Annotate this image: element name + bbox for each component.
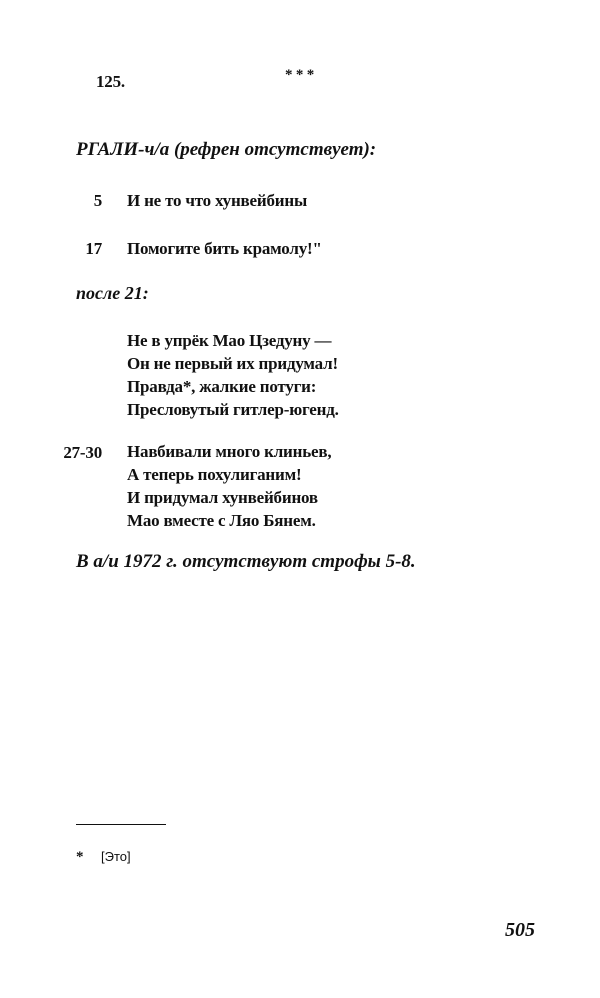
verse-line: Он не первый их придумал! xyxy=(127,354,338,373)
footnote-text: [Это] xyxy=(101,849,131,864)
verse-line: Навбивали много клиньев, xyxy=(127,442,332,461)
poem-number: 125. xyxy=(96,72,125,91)
verse-line: Не в упрёк Мао Цзедуну — xyxy=(127,331,332,350)
section-heading: РГАЛИ-ч/а (рефрен отсутствует): xyxy=(76,139,377,160)
line-number: 17 xyxy=(85,239,102,258)
page-number: 505 xyxy=(505,919,535,941)
line-number: 27-30 xyxy=(63,443,102,462)
after-heading: после 21: xyxy=(76,283,149,303)
verse-line: Правда*, жалкие потуги: xyxy=(127,377,317,396)
verse-line: И придумал хунвейбинов xyxy=(127,488,318,507)
poem-title-asterisks: * * * xyxy=(285,67,315,83)
footnote-divider xyxy=(76,824,166,825)
closing-note: В а/и 1972 г. отсутствуют строфы 5-8. xyxy=(76,551,416,572)
variant-line: Помогите бить крамолу!" xyxy=(127,239,322,258)
verse-line: Мао вместе с Ляо Бянем. xyxy=(127,511,316,530)
verse-line: Пресловутый гитлер-югенд. xyxy=(127,400,339,419)
line-number: 5 xyxy=(93,191,102,210)
inserted-stanza xyxy=(127,329,339,421)
stanza-27-30 xyxy=(127,440,331,532)
verse-line: А теперь похулиганим! xyxy=(127,465,302,484)
variant-line: И не то что хунвейбины xyxy=(127,191,308,210)
footnote-marker: * xyxy=(76,849,84,865)
